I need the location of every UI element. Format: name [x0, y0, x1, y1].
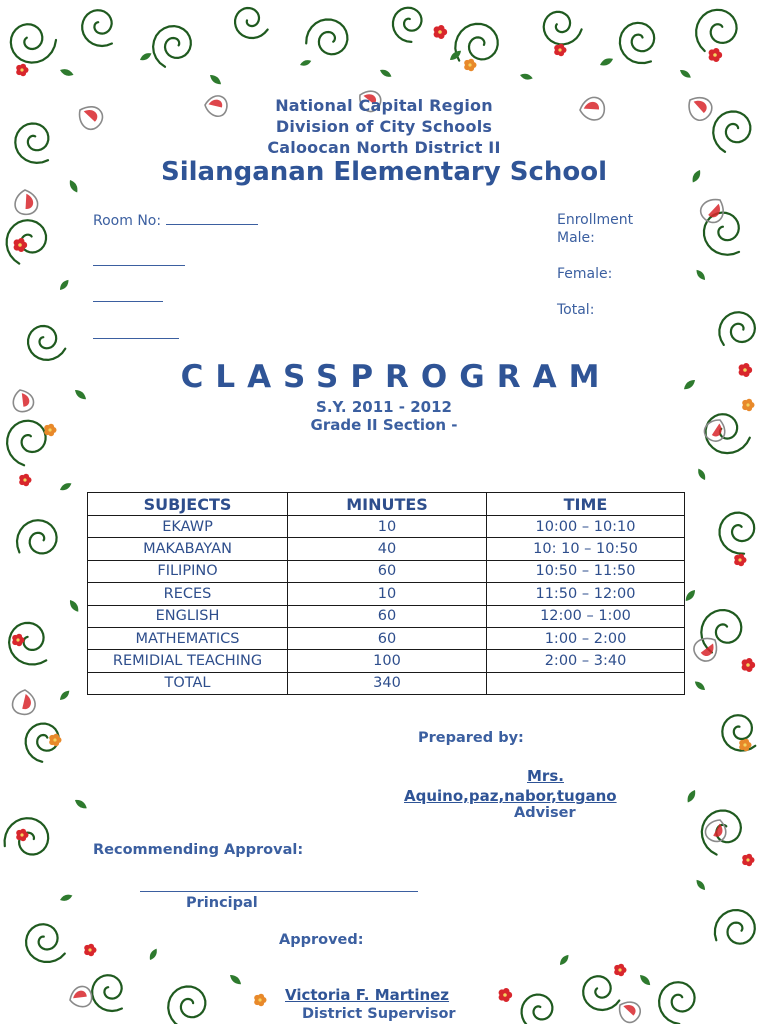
total-label: Total: [557, 302, 595, 318]
time-cell: 12:00 – 1:00 [487, 605, 685, 627]
table-row [88, 627, 685, 649]
minutes-cell: 40 [288, 538, 487, 560]
paisley-motif [10, 689, 36, 717]
minutes-cell: 340 [288, 672, 487, 694]
paisley-fill [20, 693, 32, 709]
table-row [88, 605, 685, 627]
enrollment-label: Enrollment [557, 212, 634, 228]
leaf-shape [58, 689, 71, 702]
adviser-role: Adviser [514, 805, 576, 821]
minutes-cell: 10 [288, 516, 487, 538]
class-program-table [87, 492, 685, 695]
flower-center [468, 63, 471, 66]
leaf-shape [59, 893, 73, 903]
room-number-label: Room No: [93, 213, 162, 229]
supervisor-role: District Supervisor [302, 1006, 456, 1022]
school-year: S.Y. 2011 - 2012 [316, 398, 452, 416]
flower-center [503, 993, 507, 997]
flower-petal [713, 48, 720, 55]
leaf-shape [73, 798, 88, 811]
flower-center [258, 998, 261, 1001]
subject-cell: RECES [88, 583, 288, 605]
vine-swirl [522, 995, 553, 1024]
leaf-shape [208, 73, 223, 87]
subject-cell: MAKABAYAN [88, 538, 288, 560]
subject-cell: EKAWP [88, 516, 288, 538]
flower-center [16, 638, 19, 641]
leaf-shape [59, 67, 75, 78]
subject-cell: TOTAL [88, 672, 288, 694]
leaf-shape [678, 68, 692, 80]
leaf-shape [599, 56, 615, 68]
leaf-shape [519, 72, 533, 81]
grade-section: Grade II Section - [310, 416, 458, 434]
leaf-shape [379, 68, 393, 79]
table-header-row [88, 493, 685, 516]
male-label: Male: [557, 230, 595, 246]
vine-swirl [659, 982, 695, 1024]
document-title: CLASSPROGRAM [180, 359, 612, 395]
vine-swirl [153, 26, 191, 67]
vine-swirl [7, 220, 46, 263]
paisley-motif [698, 195, 727, 225]
region-heading: National Capital Region [275, 96, 493, 115]
supervisor-name: Victoria F. Martinez [285, 986, 450, 1004]
minutes-cell: 10 [288, 583, 487, 605]
leaf-shape [693, 679, 707, 692]
division-heading: Division of City Schools [275, 117, 493, 136]
principal-role: Principal [186, 895, 258, 911]
table-row [88, 650, 685, 672]
vine-swirl [455, 24, 497, 61]
principal-signature-line [140, 891, 418, 892]
vine-swirl [28, 326, 65, 360]
time-cell: 11:50 – 12:00 [487, 583, 685, 605]
leaf-shape [299, 59, 312, 68]
flower-petal [746, 658, 753, 665]
leaf-shape [59, 481, 73, 492]
vine-swirl [544, 12, 582, 44]
flower-center [18, 243, 22, 247]
minutes-cell: 60 [288, 627, 487, 649]
leaf-shape [683, 588, 697, 603]
leaf-shape [58, 278, 71, 292]
blank-line [93, 289, 163, 302]
time-cell: 2:00 – 3:40 [487, 650, 685, 672]
vine-swirl [696, 10, 736, 51]
subject-cell: ENGLISH [88, 605, 288, 627]
vine-swirl [720, 513, 755, 554]
vine-swirl [235, 8, 268, 38]
paisley-fill [622, 1003, 638, 1016]
column-header-time: TIME [487, 493, 685, 516]
leaf-shape [68, 598, 81, 613]
flower-center [53, 738, 56, 741]
district-heading: Caloocan North District II [267, 138, 501, 157]
table-row [88, 516, 685, 538]
adviser-name-line1: Mrs. [527, 767, 564, 785]
flower-center [558, 48, 561, 51]
column-header-subjects: SUBJECTS [88, 493, 288, 516]
leaf-shape [148, 947, 159, 961]
vine-swirl [620, 23, 654, 63]
subject-cell: MATHEMATICS [88, 627, 288, 649]
flower-center [618, 968, 621, 971]
vine-swirl [168, 987, 205, 1024]
vine-swirl [92, 975, 122, 1011]
adviser-name-line2: Aquino,paz,nabor,tugano [404, 787, 617, 805]
paisley-motif [67, 983, 96, 1011]
prepared-by-label: Prepared by: [418, 730, 524, 746]
leaf-shape [685, 789, 697, 804]
approved-label: Approved: [279, 932, 364, 948]
vine-swirl [715, 910, 755, 944]
female-label: Female: [557, 266, 613, 282]
flower-center [88, 948, 91, 951]
room-number-field [93, 212, 258, 229]
flower-center [20, 833, 23, 836]
school-name: Silanganan Elementary School [161, 157, 607, 187]
vine-swirl [393, 8, 422, 42]
flower-center [23, 478, 26, 481]
flower-center [438, 30, 442, 34]
room-number-blank [166, 212, 258, 225]
subject-cell: REMIDIAL TEACHING [88, 650, 288, 672]
flower-center [746, 663, 750, 667]
minutes-cell: 60 [288, 605, 487, 627]
leaf-shape [694, 878, 707, 892]
column-header-minutes: MINUTES [288, 493, 487, 516]
leaf-shape [696, 467, 707, 481]
time-cell: 10: 10 – 10:50 [487, 538, 685, 560]
flower-center [746, 858, 749, 861]
paisley-motif [11, 187, 40, 217]
blank-line [93, 253, 185, 266]
recommending-approval-label: Recommending Approval: [93, 842, 304, 858]
leaf-shape [139, 51, 153, 62]
subject-cell: FILIPINO [88, 560, 288, 582]
flower-petal [18, 238, 25, 245]
leaf-shape [638, 973, 652, 987]
table-total-row [88, 672, 685, 694]
vine-swirl [82, 10, 112, 46]
flower-center [713, 53, 717, 57]
vine-swirl [701, 610, 741, 652]
flower-center [738, 558, 741, 561]
time-cell: 10:00 – 10:10 [487, 516, 685, 538]
flower-center [743, 743, 746, 746]
table-row [88, 538, 685, 560]
leaf-shape [228, 973, 243, 987]
time-cell: 1:00 – 2:00 [487, 627, 685, 649]
vine-swirl [11, 24, 56, 62]
table-row [88, 583, 685, 605]
flower-center [20, 68, 23, 71]
minutes-cell: 60 [288, 560, 487, 582]
vine-swirl [26, 924, 65, 962]
vine-swirl [719, 312, 755, 345]
leaf-shape [694, 268, 707, 282]
time-cell [487, 672, 685, 694]
flower-petal [503, 988, 510, 995]
flower-petal [438, 25, 445, 32]
vine-swirl [17, 520, 57, 553]
vine-swirl [583, 976, 619, 1010]
table-row [88, 560, 685, 582]
leaf-shape [558, 953, 571, 967]
minutes-cell: 100 [288, 650, 487, 672]
vine-swirl [306, 20, 347, 55]
blank-line [93, 326, 179, 339]
time-cell: 10:50 – 11:50 [487, 560, 685, 582]
